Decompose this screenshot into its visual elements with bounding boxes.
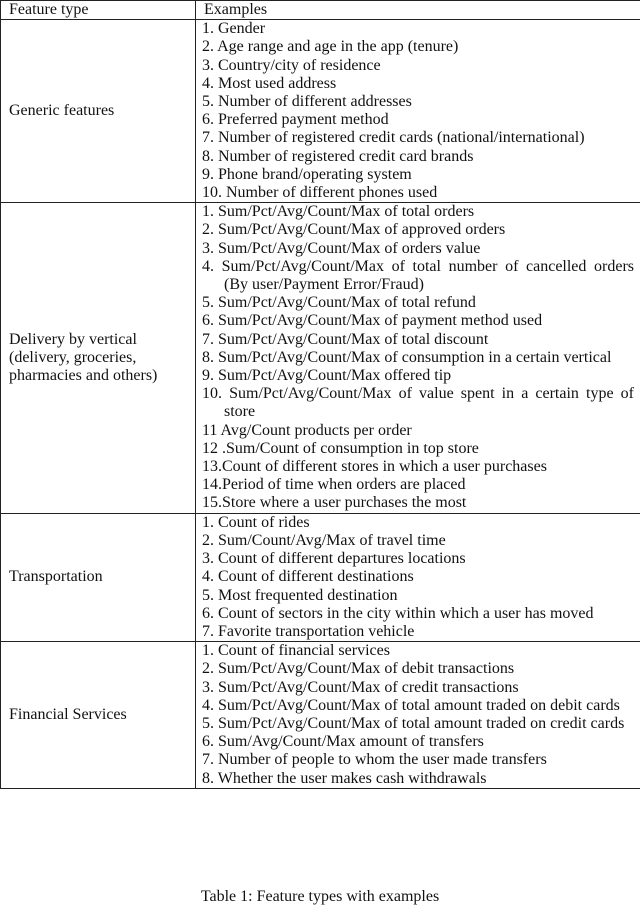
example-item: 8. Number of registered credit card brands: [202, 147, 474, 165]
feature-type-cell: Delivery by vertical (delivery, groceries, pharmacies and others): [1, 203, 196, 513]
example-item: 5. Most frequented destination: [202, 586, 398, 604]
example-item: 7. Sum/Pct/Avg/Count/Max of total discount: [202, 330, 489, 348]
table-header-row: [1, 1, 640, 20]
example-item: 1. Gender: [202, 20, 266, 38]
header-examples: Examples: [196, 1, 640, 20]
example-item: 5. Number of different addresses: [202, 93, 412, 111]
example-item: 8. Whether the user makes cash withdrawals: [202, 769, 487, 787]
examples-cell: [196, 513, 640, 641]
table-row: [1, 513, 640, 641]
example-item: 14.Period of time when orders are placed: [202, 476, 466, 494]
example-item: 4. Count of different destinations: [202, 568, 414, 586]
example-item: 7. Number of people to whom the user made transfers: [202, 751, 547, 769]
example-item: 11 Avg/Count products per order: [202, 421, 412, 439]
feature-type-cell: Financial Services: [1, 642, 196, 789]
example-item: 3. Country/city of residence: [202, 56, 381, 74]
examples-cell: [196, 642, 640, 789]
example-item: 7. Number of registered credit cards (national/international): [202, 129, 585, 147]
example-item: 2. Sum/Count/Avg/Max of travel time: [202, 531, 446, 549]
example-item: 4. Sum/Pct/Avg/Count/Max of total number of cancelled orders (By user/Payment Error/Fraud): [202, 257, 634, 294]
table-caption: Table 1: Feature types with examples: [200, 888, 440, 905]
feature-type-cell: Transportation: [1, 513, 196, 641]
example-item: 1. Count of financial services: [202, 642, 390, 660]
header-feature-type: Feature type: [1, 1, 196, 20]
example-item: 10. Sum/Pct/Avg/Count/Max of value spent in a certain type of store: [202, 385, 634, 421]
example-item: 1. Sum/Pct/Avg/Count/Max of total orders: [202, 203, 475, 221]
example-item: 6. Preferred payment method: [202, 111, 389, 129]
example-item: 3. Sum/Pct/Avg/Count/Max of credit transactions: [202, 678, 519, 696]
example-item: 2. Age range and age in the app (tenure): [202, 38, 459, 56]
example-item: 6. Sum/Avg/Count/Max amount of transfers: [202, 733, 484, 751]
examples-cell: [196, 20, 640, 203]
example-item: 5. Sum/Pct/Avg/Count/Max of total refund: [202, 294, 476, 312]
example-item: 1. Count of rides: [202, 513, 310, 531]
feature-type-cell: Generic features: [1, 20, 196, 203]
example-item: 12 .Sum/Count of consumption in top store: [202, 439, 479, 457]
example-item: 3. Sum/Pct/Avg/Count/Max of orders value: [202, 239, 481, 257]
example-item: 5. Sum/Pct/Avg/Count/Max of total amount traded on credit cards: [202, 714, 625, 732]
example-item: 4. Most used address: [202, 74, 337, 92]
example-item: 10. Number of different phones used: [202, 184, 438, 202]
example-item: 9. Phone brand/operating system: [202, 165, 412, 183]
example-item: 6. Count of sectors in the city within which a user has moved: [202, 604, 594, 622]
table-row: [1, 203, 640, 513]
example-item: 13.Count of different stores in which a user purchases: [202, 458, 547, 476]
examples-cell: [196, 203, 640, 513]
example-item: 9. Sum/Pct/Avg/Count/Max offered tip: [202, 367, 452, 385]
example-item: 2. Sum/Pct/Avg/Count/Max of debit transactions: [202, 660, 515, 678]
example-item: 15.Store where a user purchases the most: [202, 494, 467, 512]
table-row: [1, 642, 640, 789]
example-item: 6. Sum/Pct/Avg/Count/Max of payment method used: [202, 312, 543, 330]
example-item: 8. Sum/Pct/Avg/Count/Max of consumption in a certain vertical: [202, 348, 612, 366]
example-item: 3. Count of different departures locations: [202, 550, 466, 568]
example-item: 4. Sum/Pct/Avg/Count/Max of total amount traded on debit cards: [202, 696, 620, 714]
example-item: 2. Sum/Pct/Avg/Count/Max of approved orders: [202, 221, 506, 239]
table-row: [1, 20, 640, 203]
example-item: 7. Favorite transportation vehicle: [202, 622, 415, 640]
